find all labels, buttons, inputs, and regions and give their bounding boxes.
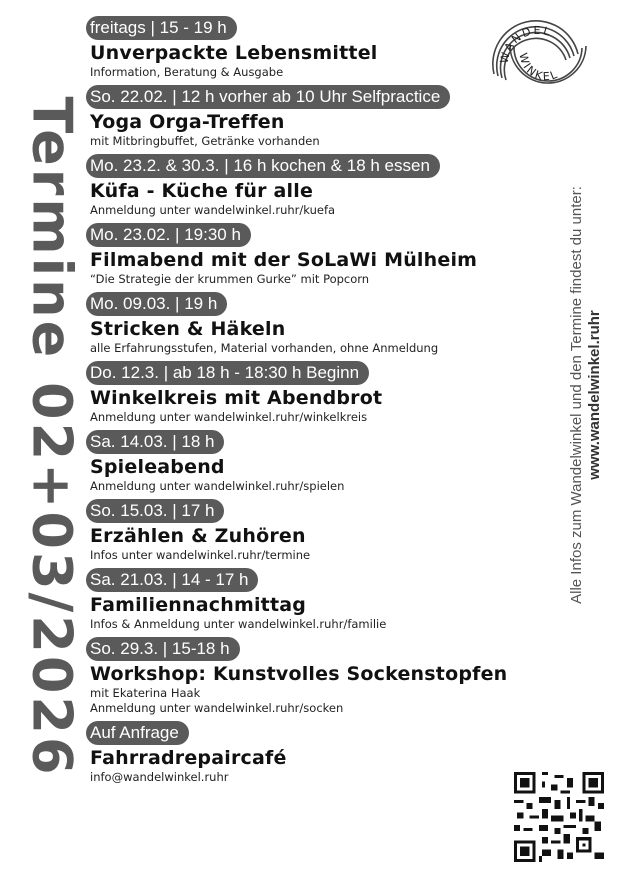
event-date-pill: Mo. 09.03. | 19 h (86, 292, 227, 316)
event-date-pill: Sa. 14.03. | 18 h (86, 430, 224, 454)
event-item (86, 430, 556, 494)
event-date-pill: So. 29.3. | 15-18 h (86, 637, 240, 661)
event-list (86, 16, 556, 785)
event-title: Workshop: Kunstvolles Sockenstopfen (90, 663, 508, 685)
event-title: Küfa - Küche für alle (90, 180, 314, 202)
event-detail: Infos unter wandelwinkel.ruhr/termine (90, 548, 311, 562)
event-detail: mit Ekaterina Haak (90, 686, 201, 700)
event-item (86, 568, 556, 632)
side-info-text: Alle Infos zum Wandelwinkel und den Termine findest du unter: (568, 186, 585, 604)
event-item (86, 85, 556, 149)
event-title: Yoga Orga-Treffen (90, 111, 285, 133)
event-item (86, 292, 556, 356)
event-detail: Infos & Anmeldung unter wandelwinkel.ruhr/familie (90, 617, 387, 631)
event-detail: alle Erfahrungsstufen, Material vorhanden, ohne Anmeldung (90, 341, 439, 355)
event-detail: Anmeldung unter wandelwinkel.ruhr/socken (90, 701, 344, 715)
event-title: Familiennachmittag (90, 594, 307, 616)
event-item (86, 721, 556, 785)
event-item (86, 223, 556, 287)
event-title: Unverpackte Lebensmittel (90, 42, 378, 64)
qr-code (514, 772, 604, 862)
event-item (86, 154, 556, 218)
event-date-pill: So. 22.02. | 12 h vorher ab 10 Uhr Selfpractice (86, 85, 450, 109)
event-date-pill: Sa. 21.03. | 14 - 17 h (86, 568, 258, 592)
event-detail: Anmeldung unter wandelwinkel.ruhr/kuefa (90, 203, 336, 217)
event-date-pill: freitags | 15 - 19 h (86, 16, 237, 40)
event-title: Fahrradrepaircafé (90, 747, 287, 769)
side-info-url: www.wandelwinkel.ruhr (586, 310, 603, 480)
event-title: Spieleabend (90, 456, 225, 478)
logo-bottom-text: WINKEL (516, 51, 561, 84)
event-detail: info@wandelwinkel.ruhr (90, 770, 229, 784)
event-date-pill: So. 15.03. | 17 h (86, 499, 224, 523)
event-item (86, 361, 556, 425)
event-detail: Anmeldung unter wandelwinkel.ruhr/winkelkreis (90, 410, 368, 424)
event-date-pill: Do. 12.3. | ab 18 h - 18:30 h Beginn (86, 361, 369, 385)
event-title: Filmabend mit der SoLaWi Mülheim (90, 249, 478, 271)
event-detail: Anmeldung unter wandelwinkel.ruhr/spielen (90, 479, 345, 493)
event-detail: “Die Strategie der krummen Gurke” mit Popcorn (90, 272, 370, 286)
event-detail: Information, Beratung & Ausgabe (90, 65, 284, 79)
event-date-pill: Auf Anfrage (86, 721, 189, 745)
side-title: Termine 02+03/2026 (20, 96, 84, 778)
logo-top-text: WANDEL (497, 23, 554, 65)
event-detail: mit Mitbringbuffet, Getränke vorhanden (90, 134, 320, 148)
event-item (86, 637, 556, 716)
event-date-pill: Mo. 23.2. & 30.3. | 16 h kochen & 18 h essen (86, 154, 440, 178)
side-info (568, 186, 604, 604)
event-title: Stricken & Häkeln (90, 318, 286, 340)
wandelwinkel-logo (486, 14, 592, 94)
svg-text:WINKEL (516, 52, 560, 84)
event-title: Winkelkreis mit Abendbrot (90, 387, 383, 409)
event-date-pill: Mo. 23.02. | 19:30 h (86, 223, 251, 247)
event-title: Erzählen & Zuhören (90, 525, 306, 547)
event-item (86, 499, 556, 563)
